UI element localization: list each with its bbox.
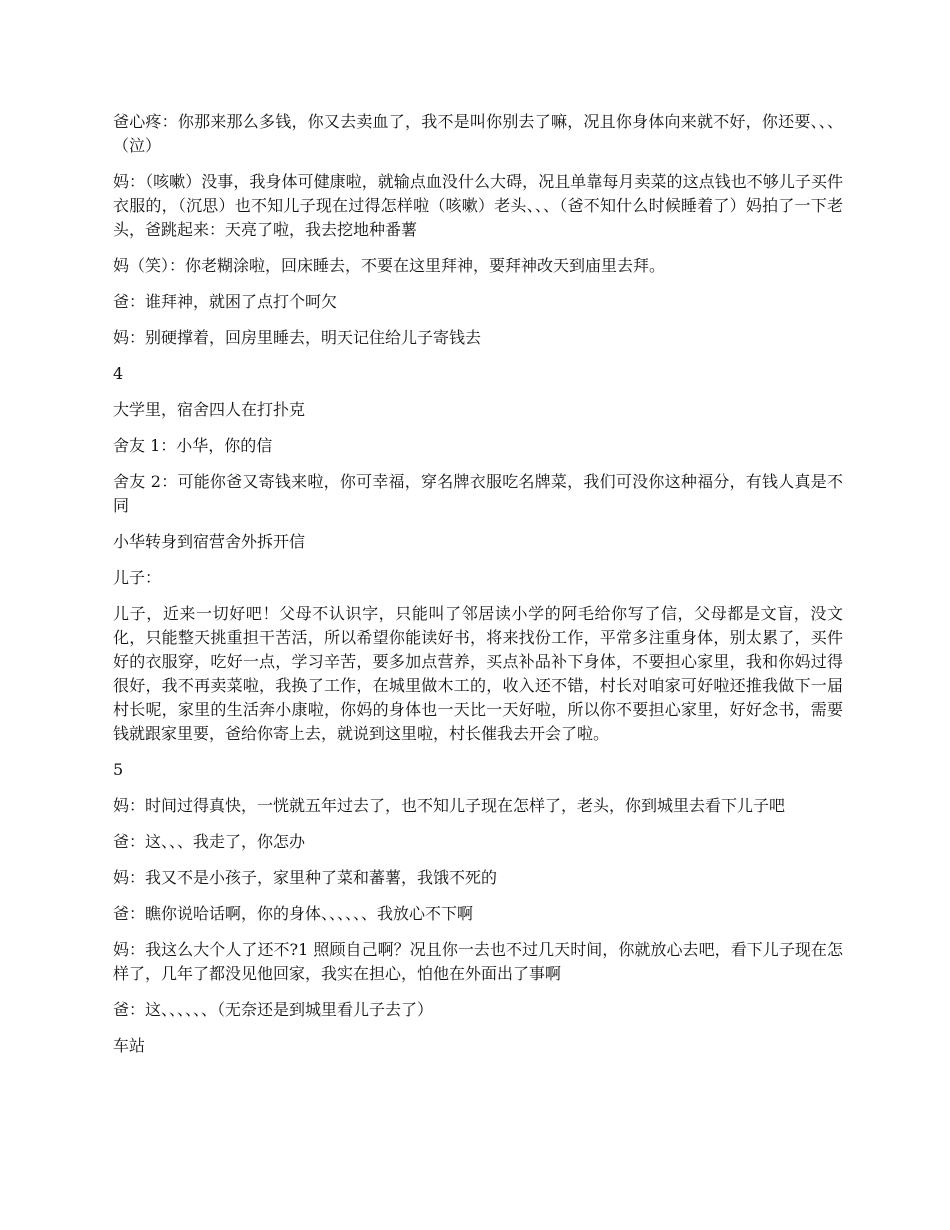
paragraph-open-letter: 小华转身到宿营舍外拆开信	[113, 532, 306, 551]
paragraph-mom-sleep: 妈：别硬撑着，回房里睡去，明天记住给儿子寄钱去	[113, 328, 482, 347]
paragraph-dorm-scene: 大学里，宿舍四人在打扑克	[113, 400, 306, 419]
paragraph-dad-worried: 爸心疼：你那来那么多钱，你又去卖血了，我不是叫你别去了嘛，况且你身体向来就不好，你还要、、、（泣）	[113, 112, 843, 155]
paragraph-dad-yawn: 爸：谁拜神，就困了点打个呵欠	[113, 292, 338, 311]
paragraph-letter-salutation: 儿子：	[113, 568, 162, 587]
paragraph-roommate-2: 舍友 2：可能你爸又寄钱来啦，你可幸福，穿名牌衣服吃名牌菜，我们可没你这种福分，有钱人真是不同	[113, 472, 843, 515]
section-number-4: 4	[113, 364, 124, 383]
paragraph-dad-goes: 爸：这、、、、、、（无奈还是到城里看儿子去了）	[113, 1000, 434, 1019]
paragraph-mom-cough: 妈：（咳嗽）没事，我身体可健康啦，就输点血没什么大碍，况且单靠每月卖菜的这点钱也不够儿子买件衣服的，（沉思）也不知儿子现在过得怎样啦（咳嗽）老头、、、（爸不知什么时候睡着了）妈拍了一下老头，爸跳起来：天亮了啦，我去挖地种番薯	[113, 172, 843, 239]
document-page	[113, 110, 843, 1070]
paragraph-letter-body: 儿子，近来一切好吧！父母不认识字，只能叫了邻居读小学的阿毛给你写了信，父母都是文盲，没文化，只能整天挑重担干苦活，所以希望你能读好书，将来找份工作，平常多注重身体，别太累了，买件好的衣服穿，吃好一点，学习辛苦，要多加点营养，买点补品补下身体，不要担心家里，我和你妈过得很好，我不再卖菜啦，我换了工作，在城里做木工的，收入还不错，村长对咱家可好啦还推我做下一届村长呢，家里的生活奔小康啦，你妈的身体也一天比一天好啦，所以你不要担心家里，好好念书，需要钱就跟家里要，爸给你寄上去，就说到这里啦，村长催我去开会了啦。	[113, 604, 843, 743]
paragraph-mom-reassure: 妈：我这么大个人了还不?1 照顾自己啊？况且你一去也不过几天时间，你就放心去吧，看下儿子现在怎样了，几年了都没见他回家，我实在担心，怕他在外面出了事啊	[113, 940, 843, 983]
paragraph-station: 车站	[113, 1036, 146, 1055]
paragraph-roommate-1: 舍友 1：小华，你的信	[113, 436, 273, 455]
section-number-5: 5	[113, 760, 124, 779]
paragraph-dad-leave: 爸：这、、、我走了，你怎办	[113, 832, 306, 851]
paragraph-mom-not-child: 妈：我又不是小孩子，家里种了菜和蕃薯，我饿不死的	[113, 868, 498, 887]
paragraph-dad-worry-health: 爸：瞧你说哈话啊，你的身体、、、、、、我放心不下啊	[113, 904, 474, 923]
paragraph-mom-time: 妈：时间过得真快，一恍就五年过去了，也不知儿子现在怎样了，老头，你到城里去看下儿子吧	[113, 796, 786, 815]
paragraph-mom-laugh: 妈（笑）：你老糊涂啦，回床睡去，不要在这里拜神，要拜神改天到庙里去拜。	[113, 256, 666, 275]
